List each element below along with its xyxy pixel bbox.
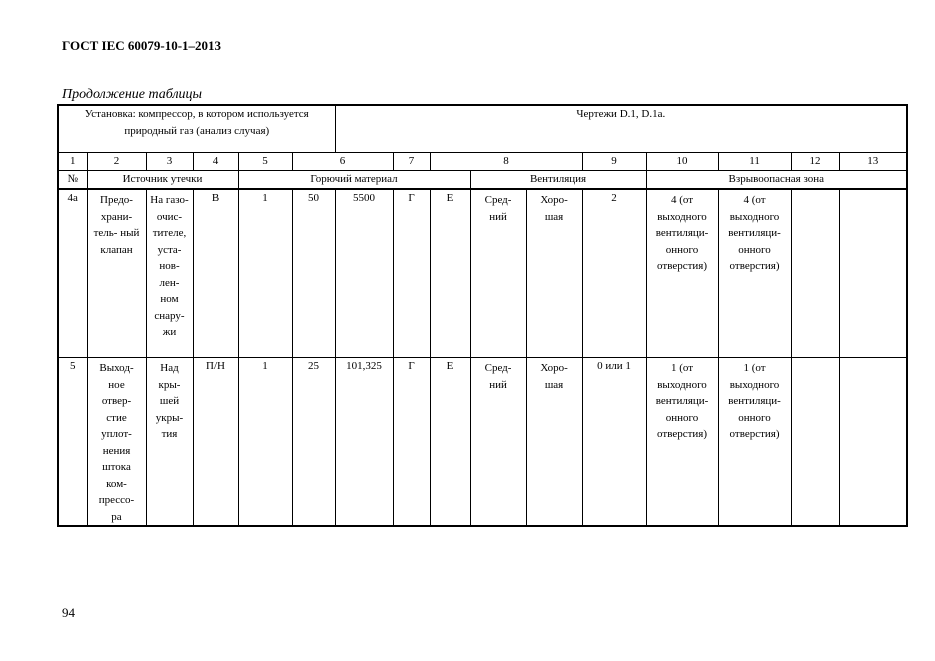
col12-cell <box>791 358 839 527</box>
document-header: ГОСТ IEC 60079-10-1–2013 <box>62 38 222 53</box>
col-num: 3 <box>146 153 193 171</box>
vent-type-cell: Е <box>430 358 470 527</box>
col7-cell: Г <box>393 358 430 527</box>
group-headers-row <box>58 171 907 190</box>
col6a-cell: 25 <box>292 358 335 527</box>
table-row <box>58 358 907 527</box>
zone-extent-cell: 4 (от выходного вентиляци- онного отверстия) <box>646 189 718 358</box>
zone-type-cell: 2 <box>582 189 646 358</box>
col-num: 2 <box>87 153 146 171</box>
col-num: 13 <box>839 153 907 171</box>
header-material: Горючий материал <box>238 171 470 190</box>
col-num: 1 <box>58 153 87 171</box>
zone-extent-cell: 1 (от выходного вентиляци- онного отверстия) <box>646 358 718 527</box>
table-row <box>58 189 907 358</box>
col-num: 8 <box>430 153 582 171</box>
vent-degree-cell: Сред- ний <box>470 358 526 527</box>
zone-extent-cell: 4 (от выходного вентиляци- онного отверстия) <box>718 189 791 358</box>
col5-cell: 1 <box>238 358 292 527</box>
col13-cell <box>839 189 907 358</box>
location-cell: Над кры- шей укры- тия <box>146 358 193 527</box>
header-source: Источник утечки <box>87 171 238 190</box>
hazard-zone-table <box>57 104 908 527</box>
vent-degree-cell: Сред- ний <box>470 189 526 358</box>
vent-availability-cell: Хоро- шая <box>526 358 582 527</box>
row-number: 4а <box>58 189 87 358</box>
release-grade-cell: П/Н <box>193 358 238 527</box>
col13-cell <box>839 358 907 527</box>
source-name-cell: Предо- храни- тель- ный клапан <box>87 189 146 358</box>
location-cell: На газо- очис- тителе, уста- нов- лен- ном снару- жи <box>146 189 193 358</box>
header-zone: Взрывоопасная зона <box>646 171 907 190</box>
col-num: 10 <box>646 153 718 171</box>
header-no: № <box>58 171 87 190</box>
col12-cell <box>791 189 839 358</box>
col6b-cell: 101,325 <box>335 358 393 527</box>
source-name-cell: Выход- ное отвер- стие уплот- нения штока ком- прессо- ра <box>87 358 146 527</box>
col6a-cell: 50 <box>292 189 335 358</box>
row-number: 5 <box>58 358 87 527</box>
vent-type-cell: Е <box>430 189 470 358</box>
zone-type-cell: 0 или 1 <box>582 358 646 527</box>
col6b-cell: 5500 <box>335 189 393 358</box>
drawings-cell: Чертежи D.1, D.1а. <box>335 105 907 153</box>
vent-availability-cell: Хоро- шая <box>526 189 582 358</box>
table-caption: Продолжение таблицы <box>62 87 203 102</box>
col5-cell: 1 <box>238 189 292 358</box>
col-num: 7 <box>393 153 430 171</box>
col-num: 12 <box>791 153 839 171</box>
col-num: 11 <box>718 153 791 171</box>
col-num: 5 <box>238 153 292 171</box>
installation-cell: Установка: компрессор, в котором используется природный газ (анализ случая) <box>58 105 335 153</box>
release-grade-cell: В <box>193 189 238 358</box>
column-numbers-row <box>58 153 907 171</box>
header-ventilation: Вентиляция <box>470 171 646 190</box>
zone-extent-cell: 1 (от выходного вентиляци- онного отверстия) <box>718 358 791 527</box>
col-num: 6 <box>292 153 393 171</box>
col-num: 4 <box>193 153 238 171</box>
col7-cell: Г <box>393 189 430 358</box>
page-number: 94 <box>62 605 75 620</box>
col-num: 9 <box>582 153 646 171</box>
